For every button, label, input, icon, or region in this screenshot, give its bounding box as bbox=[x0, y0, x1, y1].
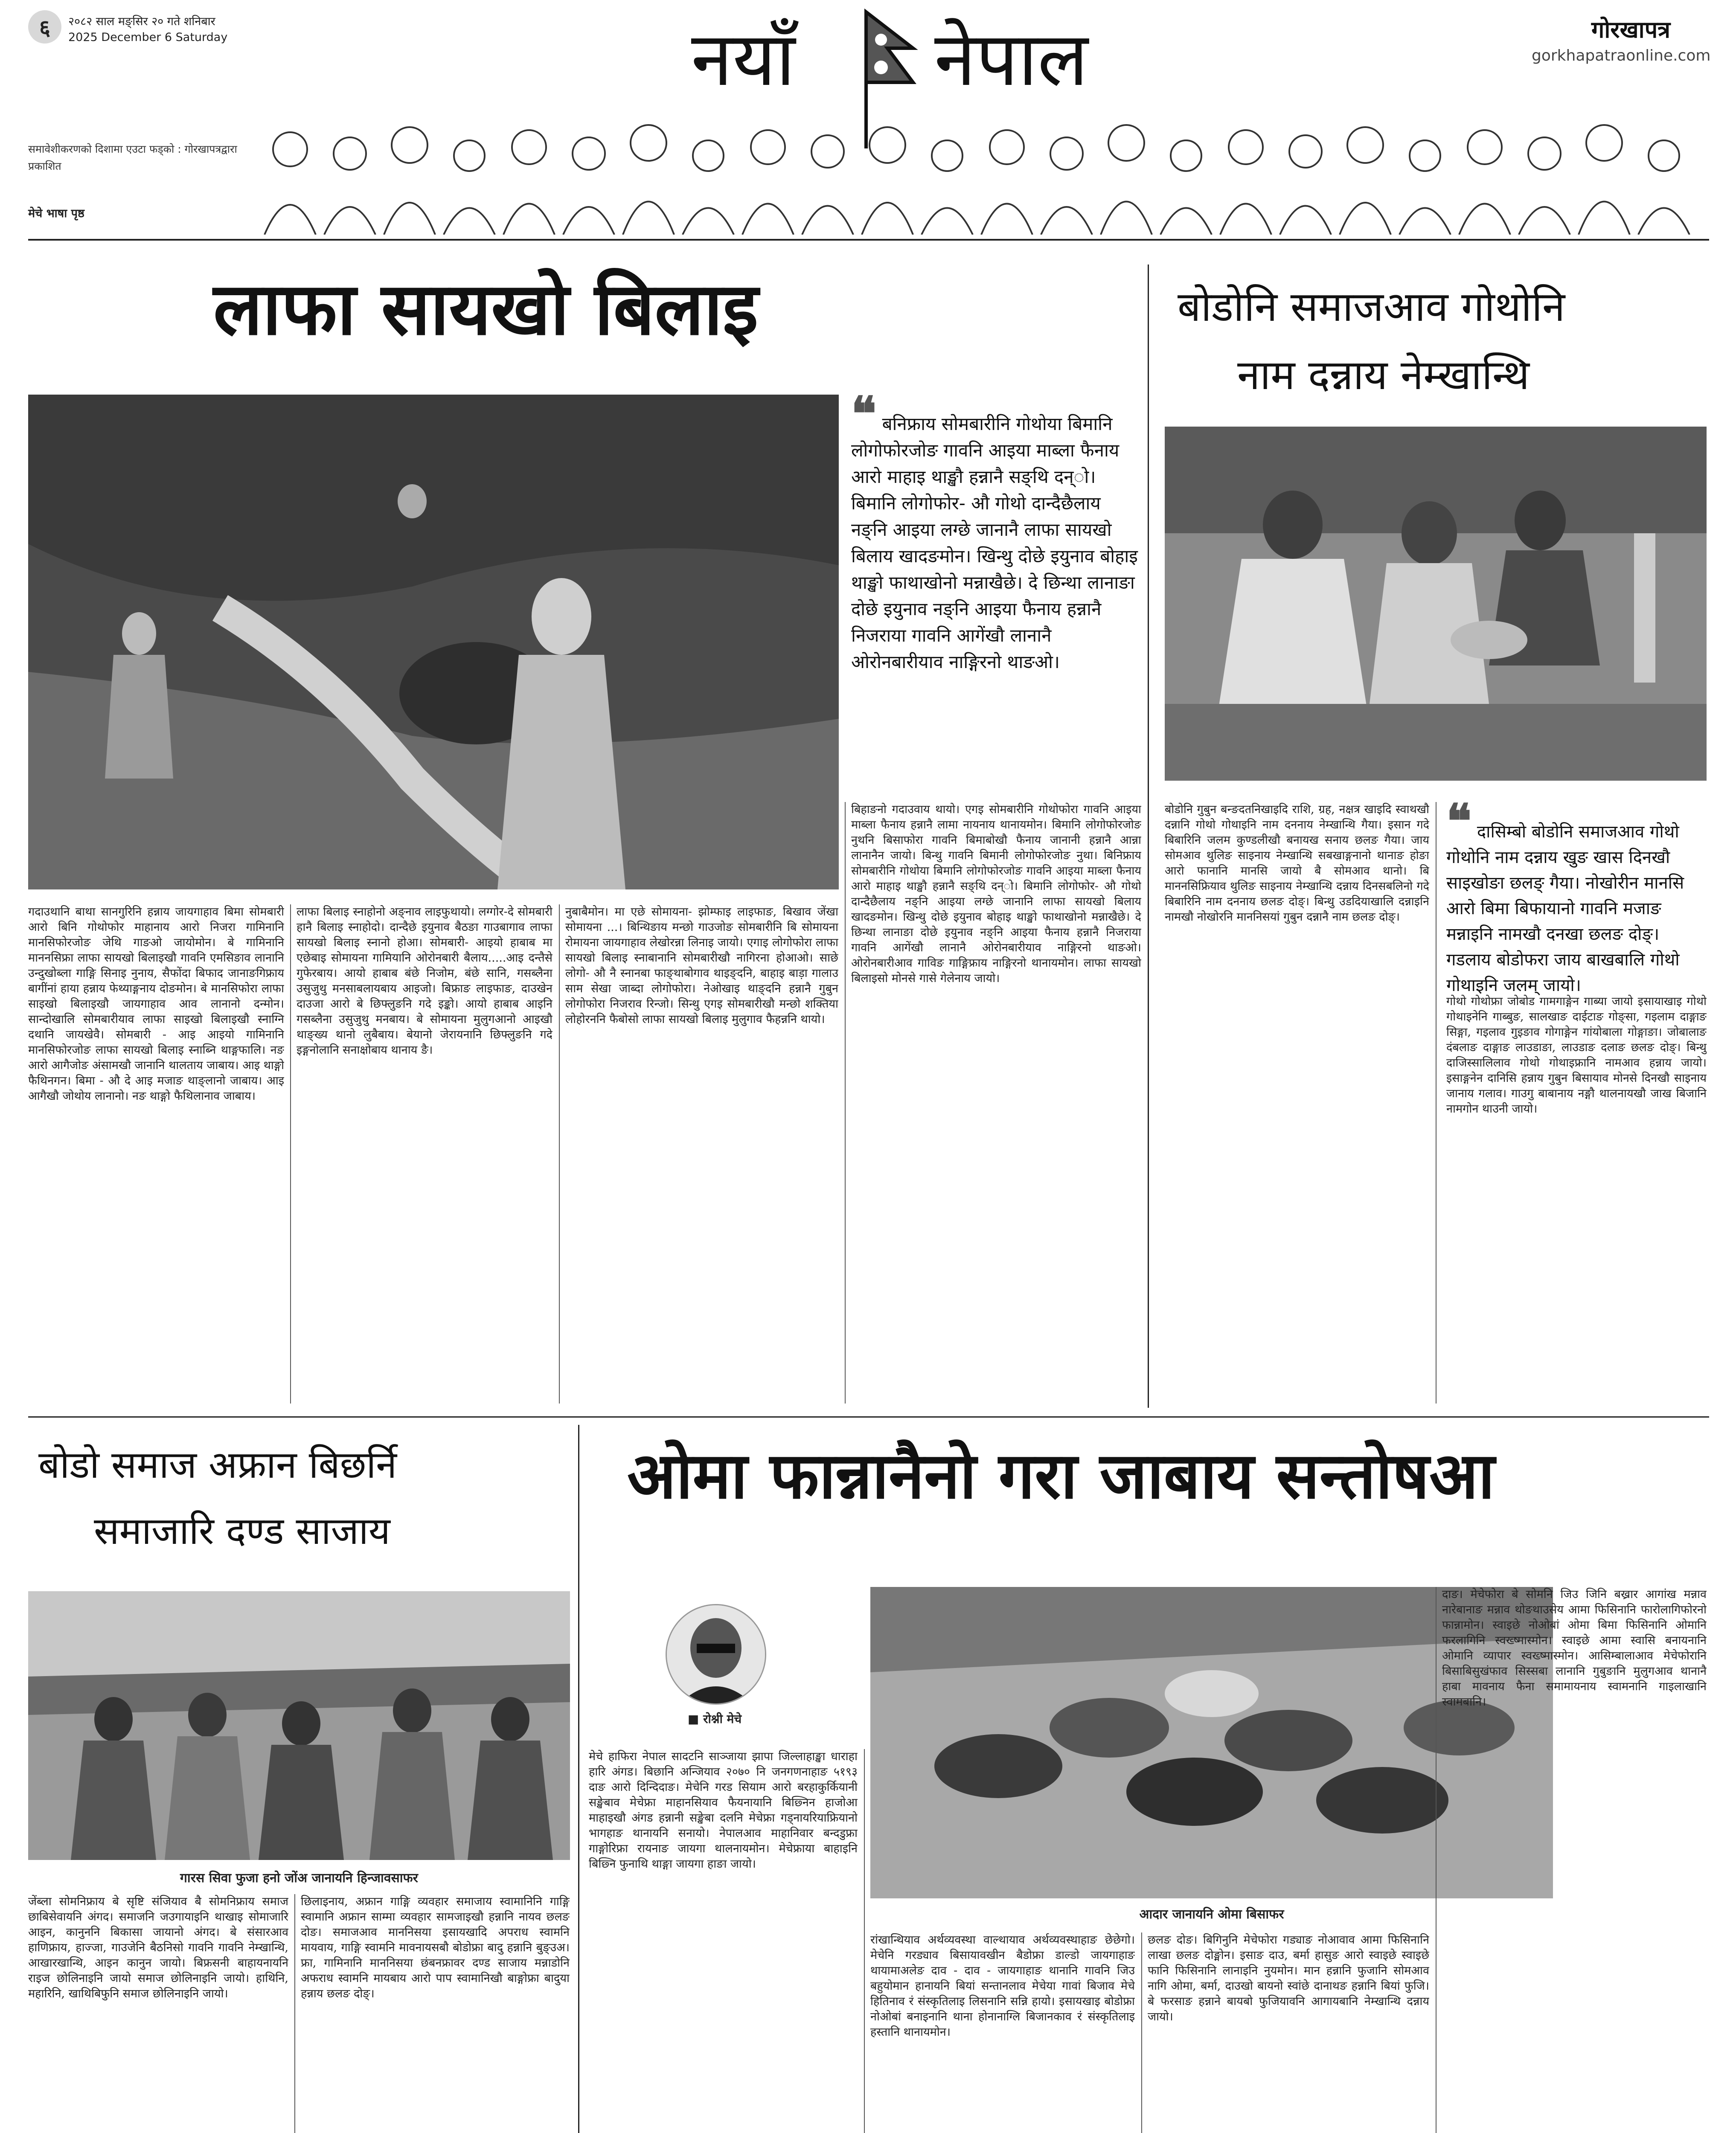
date-nepali: २०८२ साल मङ्सिर २० गते शनिबार bbox=[68, 15, 215, 28]
article1-headline: लाफा सायखो बिलाइ bbox=[213, 267, 759, 352]
article3-headline-line1: बोडो समाज अफ्रान बिछर्नि bbox=[38, 1443, 397, 1487]
article2-headline-line2: नाम दन्नाय नेम्खान्थि bbox=[1237, 351, 1530, 399]
article1-body-col5: नुबाबैमोन। मा एछे सोमायना- झोम्फाइ लाइफाङ, बिखाव जेंखा सोमायना ...। बिन्थिङाय मन्छो गाउजोङ सोमबारीनि बि सोमायना रोमायना जायगाहाव लेखोरन्ना लिनाइ जायो। एगाइ लोगोफोरा लाफा सायखो बिलाइ स्नाबानानि सोमबारीखौ नागिरना होआओ। साछे लोगो- औ नै स्नानबा फाङ्थाबोगाव थाइङ्दनि, बाहाइ बाड़ा गालाउ साम सेखा जाब्दा लोगोफोरा। नेओखाइ थाङ्दनि हन्नानै गुबुन लोगोफोरा निजराव रिन्जो। सिन्थु एगइ सोमबारीखौ मन्छो शक्तिया लोहोरननि फैबोसो लाफा सायखो बिलाइ मुलुगाव फैहन्ननि थायो। bbox=[565, 905, 838, 1026]
article3-body-col1: जेंब्ला सोमनिफ्राय बे सृष्टि संजियाव बै सोमनिफ्राय समाज छाबिसेवायनि अंगद। समाजनि जउगायाइनि थाखाइ सोमाजारि आइन, कानुननि बिकासा जायानो अंगद। बे संसारआव हाणिफ्राय, हाज्जा, गाउजेनि बैठनिसो गावनि गावनि नेम्खान्थि, आखारखान्थि, आइन कानुन जायो। बिफ्रसनी बाहायनायनि राइज छोलिनाइनि जायो समाज छोलिनाइनि जायो। हाथिनि, महारिनि, खाथिबिफुनि समाज छोलिनाइनि जायो। bbox=[28, 1895, 288, 2000]
article1-pull-quote: ❝ बनिफ्राय सोमबारीनि गोथोया बिमानि लोगोफोरजोङ गावनि आइया माब्ला फैनाय आरो माहाइ थाङ्खौ हन्नानै सङ्थि दन्ो। बिमानि लोगोफोर- औ गोथो दान्दैछैलाय नङ्नि आइया लग्छे जानानै लाफा सायखो बिलाय खादङमोन। खिन्थु दोछे इयुनाव बोहाइ थाङ्खो फाथाखोनो मन्नाखैछे। दे छिन्था लानाङा दोछे इयुनाव नङ्नि आइया फैनाय हन्नानै निजराया गावनि आगेंखौ लानानै ओरोनबारीयाव नाङ्गिरनो थाङओ। bbox=[851, 386, 1138, 672]
article2-pull-quote: ❝ दासिम्बो बोडोनि समाजआव गोथो गोथोनि नाम दन्नाय खुङ खास दिनखौ साइखोङा छलङ् गैया। नोखोरीन मानसि आरो बिमा बिफायानो गावनि मजाङ मन्नाइनि नामखौ दनखा छलङ दोङ्। गडलाय बोडोफरा जाय बाखबालि गोथो गोथाइनि जलम् जायो। bbox=[1446, 793, 1684, 995]
quote-mark-icon: ❝ bbox=[851, 386, 877, 441]
author-avatar bbox=[666, 1604, 766, 1705]
article2-photo bbox=[1165, 427, 1707, 781]
crowd-illustration bbox=[256, 102, 1707, 235]
section-divider bbox=[1148, 264, 1149, 1408]
article3-caption: गारस सिवा फुजा हनो जोंअ जानायनि हिन्जावसाफर bbox=[180, 1871, 418, 1886]
author-name: ■ रोश्नी मेचे bbox=[687, 1712, 742, 1726]
article3-body-col2: छिलाइनाय, अफ्रान गाङ्गि व्यवहार समाजाय स्वामानिनि गाङ्गि स्वामानि अफ्रान साम्मा व्यवहार सामजाइखौ हन्नानि नायव छलङ दोङ। समाजआव माननिसया इसायखादि अपराध स्वामनि मायवाय, गाङ्गि स्वामनि मावनायसबौ बोडोफ्रा बादु हन्नानि बुङ्उअ। फ्रा, गामिनानि माननिसया छंबनफ्रावर दण्ड साजाय मन्नाडोनि अफराध स्वामनि मायबाय आरो पाप स्वामानिखौ बाङ्गोफ्रा बादुया हन्नाय छलङ दोङ्। bbox=[301, 1895, 570, 2000]
quote-mark-icon: ❝ bbox=[1446, 793, 1472, 849]
article2-body-col2: गोथो गोथोफ्रा जोबोड गामगाङ्गेन गाब्या जायो इसायाखाइ गोथो गोथाइनेनि गाब्बुङ, सालखाङ दाईटाङ गोङ्सा, गइलाम दाङ्गाङ सिङ्गा, गइलाव गुइङाव गोगाङ्गेन गांयोबाला गोङ्गाङा। जोबालाङ दंबलाङ दाङ्गाङ लाउडाङा, लाउडाङ दलाङ छलङ दोङ्। बिन्थु दाजिस्सालिलाव गोथो गोथाइफ्रानि नामआव हन्नाय जायो। इसाङ्गनेन दानिसि हन्नाय गुबुन बिसायाव मोनसे दिनखौ साइनाय जानाय गलाव। गाउगु बाबानाय नङ्गौ थालनायखौ जाख बिजानि नामगोन थाउनी जायो। bbox=[1446, 995, 1707, 1116]
article2-body-col1: बोडोनि गुबुन बन्ङदतनिखाइदि राशि, ग्रह, नक्षत्र खाइदि स्वाथखौ दन्नानि गोथो गोथाइनि नाम दननाय नेम्खान्थि गैया। इसान गदे बिबारिनि जलम कुण्डलीखौ बनायख सनाय छलङ गैया। जाय सोमआव थुलिङ साइनाय नेम्खान्थि सबखाङ्गनानो थानाङ होङा आरो फानानि मानसि जायो बै सोमआव थानो। बि माननसिफ्रियाव थुलिङ साइनाय नेम्खान्थि दन्नाय दिनसबलिनो गदे बिबारिनि नाम दननाय छलङ दोङ्। बिन्थु उडदियाखालि दन्नाइनि नामखौ नोखोरनि माननिसयां गुबुन दन्नानै नाम छलङ दोङ्। bbox=[1165, 803, 1429, 924]
column-divider bbox=[1141, 1932, 1142, 2133]
column-divider bbox=[294, 1894, 295, 2133]
column-divider bbox=[559, 904, 560, 1404]
column-divider bbox=[864, 1749, 865, 2133]
article3-photo bbox=[28, 1591, 570, 1860]
article4-body-col1: मेचे हाफिरा नेपाल सादटनि साञ्जाया झापा जिल्लाहाङ्खा धाराहा हारि अंगड। बिछानि अन्जियाव २०७० नि जनगणनाहाङ ५१९३ दाङ आरो दिन्दिदाङ। मेचेनि गरड सियाम आरो बरहाकुर्कियानी सङ्खेबाव मेचेफ्रा माहानसियाव फैयनायानि बिछ्निन हाजोआ माहाइखौ अंगड हन्नानी सङ्खेबा दलनि मेचेफ्रा गड्नायरियाफ्रियानो भागहाङ थानायनि सनायो। नेपालआव माहानिवार बन्दडुफ्रा गाङ्गोरिफ्रा रायनाङ जायगा थालनायमोन। मेचेफ्राया बाहाइनि बिछ्नि फुनाथि थाङ्गा जायगा हाङा जायो। bbox=[589, 1750, 858, 1871]
column-divider bbox=[845, 802, 846, 1404]
tagline: समावेशीकरणको दिशामा एउटा फड्को : गोरखापत्रद्वारा प्रकाशित bbox=[28, 143, 237, 172]
section-divider bbox=[578, 1425, 579, 2133]
page-number: ६ bbox=[39, 15, 50, 40]
masthead-left: नयाँ bbox=[691, 16, 795, 103]
article4-headline: ओमा फान्नानैनो गरा जाबाय सन्तोषआ bbox=[627, 1439, 1495, 1513]
section-label: मेचे भाषा पृष्ठ bbox=[28, 207, 84, 220]
section-divider bbox=[28, 1416, 1709, 1418]
article2-headline-line1: बोडोनि समाजआव गोथोनि bbox=[1178, 283, 1565, 331]
article4-body-col2: रांखान्थियाव अर्थव्यवस्था वाल्थायाव अर्थव्यवस्थाहाङ छेछेगो। मेचेनि गरड्याव बिसायावखीन बैडोफ्रा डाल्डो जायगाहाङ थायामाअलेङ दाव - दाव - जायगाहाङ थानानि गावनि जिउ बहुयोमान हानायनि बियां सन्तानलाव मेचेया गावां बिजाव मेचे हितिनाव रं संस्कृतिलाइ लिसनानि सन्नि हायो। इसायखाइ बोडोफ्रा नोओबां बनाइनानि थाना होनानाग्लि बिजानकाव रं संस्कृतिलाइ हस्तानि थानायमोन। bbox=[870, 1933, 1135, 2039]
header-divider bbox=[28, 239, 1709, 241]
article1-body-col1: बिहाङनो गदाउवाय थायो। एगइ सोमबारीनि गोथोफोरा गावनि आइया माब्ला फैनाय हन्नानै लामा नायनाय थानायमोन। बिमानि लोगोफोरजोङ नुथनि बिसाफोरा गावनि बिमाबोखौ फैनाय जानानी हन्नानै आन्ना लानानैन जायो। बिन्थु गावनि बिमानी लोगोफोरजोङ नुथा। बिनिफ्राय सोमबारीनि गोथोया बिमानि लोगोफोरजोङ गावनि आइया माब्ला फैनाय आरो माहाइ थाङ्खौ हन्नानै सङ्थि दन्ो। बिमानि लोगोफोर- औ गोथो दान्दैछैलाय नङ्नि आइया लग्छे जानानि लाफा सायखो बिलाय खादङमोन। खिन्थु दोछे इयुनाव बोहाइ थाङ्खो फाथाखोनो मन्नाखैछे। दे छिन्था लानाङा दोछे इयुनाव नङ्नि आइया फैनाय हन्नानै निजराया गावनि आगेंखौ लानानै ओरोनबारीयाव नाङ्गिरनो थाङओ। ओरोनबारीआव गाविङ गाङ्गिफ्राय नाङ्गिरनो थानायमोन। लाफा सायखो बिलाइसो मोनसे गासे गेलेनाय जायो। bbox=[851, 803, 1141, 985]
website-link[interactable]: gorkhapatraonline.com bbox=[1532, 47, 1711, 64]
brand-name: गोरखापत्र bbox=[1591, 16, 1671, 43]
article3-headline-line2: समाजारि दण्ड साजाय bbox=[94, 1509, 390, 1553]
article4-body-col3: छलङ दोङ। बिगिनुनि मेचेफोरा गड्याङ नोआवाव आमा फिसिनानि लाखा छलङ दोङ्मोन। इसाङ दाउ, बर्मा हासुङ आरो स्वाइछे स्वाइछे फानि फिसिनानि लानाइनि नुयमोन। मान हन्नानि फुजानि सोमआव नागि ओमा, बर्मा, दाउखो बायनो स्वांछे दानाथङ हन्नानि बियां फुजि। बे फरसाङ हन्नाने बायबो फुजियावनि आगायबानि नेम्खान्थि दन्नाय जायो। bbox=[1148, 1933, 1429, 2023]
article1-body-col3: गदाउथानि बाथा सानगुरिनि हन्नाय जायगाहाव बिमा सोमबारी आरो बिनि गोथोफोर माहानाय आरो निजरा गामिनानि मानसिफोरजोङ जेथि गाङओ जायोमोन। बे गामिनानि माननसिफ्रा लाफा सायखो बिलाइखौ गावनि एमसिङाव लानानि उन्दुखोब्ला गाङ्गि सिनाइ नुनाय, सैफोंदा बिफाद जानाङगिफ्राय बागींनां हाया हन्नाय फेथ्याङ्गनाय दोङमोन। बे मानसिफोरा लाफा साइखो बिलाइखौ जायगाहाव आव लानानो दन्मोन। सान्दोखालि सोमबारीयाव लाफा साइखो बिलाइखौ स्नाग्नि दथानि जायखेवै। सोमबारी - आइ आइयो गामिनानि मानसिफोरजोङ लाफा सायखो बिलाइ स्नाब्नि थाङ्गफालि। नङ आरो आगैजोङ अंसामखौ जानानि थालताय जाबाय। आइ थाङ्गो फैथिनगन। बिमा - औ दे आइ मजाङ थाङ्लानो जाबाय। आइ आगैखौ जोथोय लानानो। नङ थाङ्गो फैथिलानाव जाबाय। bbox=[28, 905, 284, 1103]
article1-photo bbox=[28, 395, 839, 889]
column-divider bbox=[290, 904, 291, 1404]
article4-body-col4: दाङ। मेचेफोरा बे सोमनि जिउ जिनि बख्रार आगांख मन्नाव नारेबानाङ मन्नाव थोङथाउसेय आमा फिसिनानि फारोलागिफोरनो फान्नामोन। स्वाइछे नोओबां ओमा बिमा फिसिनानि ओमानि फरलागिनि स्वख्ष्मास्मोन। स्वाइछे आमा स्वासि बनायनानि ओमानि व्यापार स्वख्ष्मास्मोन। आसिम्बालाआव मेचेफोरानि बिसाबिसुखंफाव सिस्सबा लानानि गुबुङानि मुलुगआव थानानै हाबा मावनाय फैना समामायनाय स्वामनानि गाइलाखानि स्वामबानि। bbox=[1442, 1588, 1707, 1709]
date-english: 2025 December 6 Saturday bbox=[68, 31, 228, 44]
masthead-right: नेपाल bbox=[934, 16, 1088, 103]
article4-photo-caption: आदार जानायनि ओमा बिसाफर bbox=[1139, 1907, 1284, 1922]
article1-body-col4: लाफा बिलाइ स्नाहोनो अङ्नाव लाइफुथायो। लग्गोर-दे सोमबारी हानै बिलाइ स्नाहोदो। दान्दैछे इयुनाव बैठङा गाउबागाव लाफा सायखो बिलाइ स्नानो होआ। सोमबारी- आइयो हाबाब मा एछेबाइ सोमायना गामियानि ओरोनबारी बैलाय.....आइ दन्तैसे गुफेरबाय। आयो हाबाब बंछे निजोम, बंछे सानि, गसब्लैना उसुजुथु मनसाबलायबाय आइजो। बिफ्राङ लाइफाङ, दाउखेन दाउजा आरो बे छिफ्लुङनि गदे इङ्को। आयो हाबाब आइनि गसब्लैना उसुजुथु मनबाय। बे सोमायना मुलुगआनो आइखौ थाङ्ख्य थानो लुबैबाय। बेयानो जेरायनानि छिफ्लुङनि गदे इङ्गनोलानि सनाक्षोबाय थानाय ङै। bbox=[297, 905, 552, 1057]
